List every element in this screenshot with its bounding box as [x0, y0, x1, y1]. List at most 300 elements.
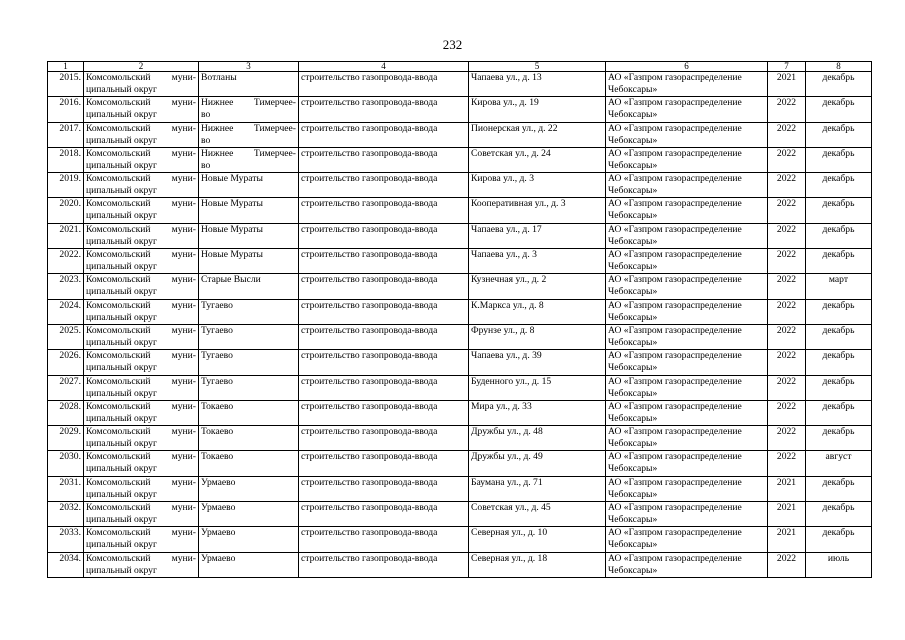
district-cell: [84, 223, 199, 248]
work-type: строительство газопровода-ввода: [301, 502, 438, 514]
settlement-cell: [199, 198, 299, 223]
address: Баумана ул., д. 71: [471, 476, 543, 488]
row-number: 2030.: [59, 451, 81, 463]
address: Дружбы ул., д. 49: [471, 451, 543, 463]
organization-line: АО «Газпром газораспределение: [608, 476, 742, 488]
address-cell: [469, 249, 606, 274]
district-line: Комсомольский муни-: [86, 552, 196, 564]
organization-line: Чебоксары»: [608, 463, 658, 475]
organization-cell: [606, 223, 768, 248]
settlement-line: во: [201, 159, 211, 171]
district-line: Комсомольский муни-: [86, 451, 196, 463]
work-type-cell: [299, 400, 469, 425]
organization-line: АО «Газпром газораспределение: [608, 552, 742, 564]
organization-line: Чебоксары»: [608, 261, 658, 273]
settlement-line: Тугаево: [201, 375, 233, 387]
district-line: Комсомольский муни-: [86, 223, 196, 235]
year: 2021: [776, 502, 797, 514]
organization-cell: [606, 426, 768, 451]
month-cell: [806, 324, 872, 349]
work-type-cell: [299, 527, 469, 552]
row-number-cell: [48, 476, 84, 501]
address-cell: [469, 375, 606, 400]
work-type-cell: [299, 299, 469, 324]
organization-line: АО «Газпром газораспределение: [608, 97, 742, 109]
organization-line: Чебоксары»: [608, 412, 658, 424]
settlement-line: Тугаево: [201, 324, 233, 336]
year-cell: [768, 375, 806, 400]
month-cell: [806, 72, 872, 97]
organization-line: Чебоксары»: [608, 539, 658, 551]
district-cell: [84, 198, 199, 223]
year: 2022: [776, 426, 797, 438]
work-type: строительство газопровода-ввода: [301, 274, 438, 286]
row-number: 2029.: [59, 426, 81, 438]
district-line: Комсомольский муни-: [86, 173, 196, 185]
work-type-cell: [299, 552, 469, 577]
address: Кирова ул., д. 3: [471, 173, 535, 185]
settlement-cell: [199, 426, 299, 451]
table-row: [48, 198, 872, 223]
district-cell: [84, 476, 199, 501]
row-number-cell: [48, 324, 84, 349]
settlement-line: Токаево: [201, 451, 234, 463]
row-number-cell: [48, 198, 84, 223]
column-header: 5: [469, 62, 606, 72]
month: декабрь: [822, 147, 855, 159]
organization-cell: [606, 97, 768, 122]
year: 2022: [776, 198, 797, 210]
district-line: ципальный округ: [86, 362, 157, 374]
district-cell: [84, 552, 199, 577]
month: декабрь: [822, 476, 855, 488]
work-type: строительство газопровода-ввода: [301, 350, 438, 362]
address-cell: [469, 324, 606, 349]
address-cell: [469, 147, 606, 172]
work-type-cell: [299, 122, 469, 147]
month-cell: [806, 375, 872, 400]
district-line: ципальный округ: [86, 210, 157, 222]
month-cell: [806, 451, 872, 476]
work-type-cell: [299, 97, 469, 122]
month-cell: [806, 527, 872, 552]
organization-line: Чебоксары»: [608, 210, 658, 222]
work-type: строительство газопровода-ввода: [301, 173, 438, 185]
row-number-cell: [48, 527, 84, 552]
address-cell: [469, 274, 606, 299]
year: 2022: [776, 249, 797, 261]
settlement-line: Токаево: [201, 426, 234, 438]
row-number-cell: [48, 552, 84, 577]
organization-line: Чебоксары»: [608, 235, 658, 247]
district-line: ципальный округ: [86, 438, 157, 450]
address: Советская ул., д. 45: [471, 502, 551, 514]
row-number-cell: [48, 97, 84, 122]
work-type: строительство газопровода-ввода: [301, 223, 438, 235]
district-line: Комсомольский муни-: [86, 476, 196, 488]
address: Мира ул., д. 33: [471, 400, 532, 412]
row-number-cell: [48, 173, 84, 198]
address-cell: [469, 426, 606, 451]
organization-line: АО «Газпром газораспределение: [608, 249, 742, 261]
year: 2022: [776, 324, 797, 336]
district-cell: [84, 375, 199, 400]
district-line: Комсомольский муни-: [86, 400, 196, 412]
year: 2021: [776, 72, 797, 83]
column-header: 2: [84, 62, 199, 72]
year-cell: [768, 72, 806, 97]
address-cell: [469, 299, 606, 324]
row-number-cell: [48, 274, 84, 299]
settlement-line: Токаево: [201, 400, 234, 412]
district-line: Комсомольский муни-: [86, 502, 196, 514]
month-cell: [806, 223, 872, 248]
district-line: Комсомольский муни-: [86, 426, 196, 438]
month: декабрь: [822, 400, 855, 412]
row-number: 2018.: [59, 147, 81, 159]
settlement-line: Урмаево: [201, 552, 236, 564]
row-number-cell: [48, 249, 84, 274]
settlement-cell: [199, 97, 299, 122]
organization-line: Чебоксары»: [608, 488, 658, 500]
organization-line: АО «Газпром газораспределение: [608, 350, 742, 362]
settlement-line: Нижнее Тимерчее-: [201, 97, 296, 109]
address: Советская ул., д. 24: [471, 147, 551, 159]
organization-cell: [606, 299, 768, 324]
district-line: Комсомольский муни-: [86, 198, 196, 210]
work-type-cell: [299, 426, 469, 451]
month: декабрь: [822, 198, 855, 210]
month-cell: [806, 97, 872, 122]
organization-cell: [606, 552, 768, 577]
table-row: [48, 502, 872, 527]
district-cell: [84, 122, 199, 147]
work-type-cell: [299, 324, 469, 349]
work-type-cell: [299, 375, 469, 400]
organization-cell: [606, 122, 768, 147]
district-line: Комсомольский муни-: [86, 249, 196, 261]
year-cell: [768, 350, 806, 375]
address: Дружбы ул., д. 48: [471, 426, 543, 438]
settlement-cell: [199, 350, 299, 375]
district-line: ципальный округ: [86, 134, 157, 146]
month: декабрь: [822, 426, 855, 438]
organization-line: АО «Газпром газораспределение: [608, 223, 742, 235]
organization-line: Чебоксары»: [608, 564, 658, 576]
address: Фрунзе ул., д. 8: [471, 324, 535, 336]
district-line: Комсомольский муни-: [86, 299, 196, 311]
district-line: Комсомольский муни-: [86, 97, 196, 109]
register-table: [47, 61, 872, 578]
settlement-cell: [199, 476, 299, 501]
settlement-line: во: [201, 134, 211, 146]
work-type: строительство газопровода-ввода: [301, 426, 438, 438]
year-cell: [768, 527, 806, 552]
row-number-cell: [48, 350, 84, 375]
organization-line: Чебоксары»: [608, 336, 658, 348]
organization-line: Чебоксары»: [608, 109, 658, 121]
month-cell: [806, 274, 872, 299]
district-cell: [84, 147, 199, 172]
year-cell: [768, 552, 806, 577]
address: Чапаева ул., д. 3: [471, 249, 537, 261]
row-number: 2034.: [59, 552, 81, 564]
year-cell: [768, 426, 806, 451]
work-type-cell: [299, 72, 469, 97]
address-cell: [469, 198, 606, 223]
district-cell: [84, 350, 199, 375]
table-row: [48, 97, 872, 122]
district-cell: [84, 274, 199, 299]
table-row: [48, 249, 872, 274]
row-number-cell: [48, 147, 84, 172]
column-header: 3: [199, 62, 299, 72]
column-header: 1: [48, 62, 84, 72]
organization-cell: [606, 147, 768, 172]
organization-line: Чебоксары»: [608, 387, 658, 399]
settlement-line: Нижнее Тимерчее-: [201, 147, 296, 159]
district-cell: [84, 97, 199, 122]
year: 2021: [776, 476, 797, 488]
year: 2022: [776, 274, 797, 286]
row-number-cell: [48, 299, 84, 324]
work-type: строительство газопровода-ввода: [301, 375, 438, 387]
settlement-cell: [199, 400, 299, 425]
district-cell: [84, 72, 199, 97]
page-number: 232: [442, 37, 463, 52]
month: декабрь: [822, 173, 855, 185]
address: Кирова ул., д. 19: [471, 97, 539, 109]
organization-line: АО «Газпром газораспределение: [608, 502, 742, 514]
organization-cell: [606, 198, 768, 223]
organization-line: Чебоксары»: [608, 514, 658, 526]
district-line: Комсомольский муни-: [86, 72, 196, 83]
month-cell: [806, 476, 872, 501]
year-cell: [768, 451, 806, 476]
row-number: 2028.: [59, 400, 81, 412]
year-cell: [768, 97, 806, 122]
district-cell: [84, 324, 199, 349]
row-number-cell: [48, 72, 84, 97]
address: К.Маркса ул., д. 8: [471, 299, 544, 311]
address-cell: [469, 451, 606, 476]
organization-cell: [606, 527, 768, 552]
address: Северная ул., д. 18: [471, 552, 548, 564]
table-row: [48, 476, 872, 501]
month: декабрь: [822, 350, 855, 362]
work-type-cell: [299, 249, 469, 274]
district-line: ципальный округ: [86, 109, 157, 121]
month: декабрь: [822, 375, 855, 387]
district-cell: [84, 527, 199, 552]
row-number: 2017.: [59, 122, 81, 134]
address: Чапаева ул., д. 13: [471, 72, 542, 83]
district-line: Комсомольский муни-: [86, 527, 196, 539]
district-line: ципальный округ: [86, 514, 157, 526]
organization-line: Чебоксары»: [608, 84, 658, 95]
year: 2022: [776, 97, 797, 109]
district-cell: [84, 173, 199, 198]
year: 2022: [776, 451, 797, 463]
column-header: 6: [606, 62, 768, 72]
settlement-cell: [199, 527, 299, 552]
table-row: [48, 527, 872, 552]
row-number: 2033.: [59, 527, 81, 539]
work-type: строительство газопровода-ввода: [301, 147, 438, 159]
work-type-cell: [299, 147, 469, 172]
district-cell: [84, 400, 199, 425]
year: 2022: [776, 299, 797, 311]
organization-cell: [606, 249, 768, 274]
table-row: [48, 324, 872, 349]
settlement-line: во: [201, 109, 211, 121]
year-cell: [768, 223, 806, 248]
row-number-cell: [48, 502, 84, 527]
table-row: [48, 223, 872, 248]
year-cell: [768, 249, 806, 274]
year: 2021: [776, 527, 797, 539]
settlement-cell: [199, 552, 299, 577]
month-cell: [806, 173, 872, 198]
row-number-cell: [48, 122, 84, 147]
address: Чапаева ул., д. 17: [471, 223, 542, 235]
table-row: [48, 274, 872, 299]
address: Буденного ул., д. 15: [471, 375, 552, 387]
district-line: ципальный округ: [86, 387, 157, 399]
district-line: Комсомольский муни-: [86, 274, 196, 286]
organization-line: Чебоксары»: [608, 362, 658, 374]
address: Кузнечная ул., д. 2: [471, 274, 547, 286]
organization-cell: [606, 476, 768, 501]
organization-line: АО «Газпром газораспределение: [608, 198, 742, 210]
district-line: ципальный округ: [86, 564, 157, 576]
district-line: ципальный округ: [86, 84, 157, 95]
row-number-cell: [48, 451, 84, 476]
settlement-cell: [199, 274, 299, 299]
table-row: [48, 451, 872, 476]
work-type: строительство газопровода-ввода: [301, 72, 438, 83]
settlement-cell: [199, 122, 299, 147]
table-row: [48, 147, 872, 172]
month: декабрь: [822, 502, 855, 514]
year-cell: [768, 400, 806, 425]
address-cell: [469, 350, 606, 375]
work-type: строительство газопровода-ввода: [301, 122, 438, 134]
work-type-cell: [299, 173, 469, 198]
month-cell: [806, 502, 872, 527]
row-number: 2022.: [59, 249, 81, 261]
settlement-line: Урмаево: [201, 476, 236, 488]
organization-line: АО «Газпром газораспределение: [608, 147, 742, 159]
settlement-line: Нижнее Тимерчее-: [201, 122, 296, 134]
district-line: Комсомольский муни-: [86, 122, 196, 134]
settlement-cell: [199, 72, 299, 97]
settlement-cell: [199, 249, 299, 274]
organization-line: Чебоксары»: [608, 286, 658, 298]
year-cell: [768, 324, 806, 349]
work-type: строительство газопровода-ввода: [301, 451, 438, 463]
district-line: ципальный округ: [86, 336, 157, 348]
organization-line: АО «Газпром газораспределение: [608, 299, 742, 311]
column-header: 7: [768, 62, 806, 72]
organization-cell: [606, 274, 768, 299]
year: 2022: [776, 173, 797, 185]
organization-cell: [606, 451, 768, 476]
row-number: 2019.: [59, 173, 81, 185]
district-cell: [84, 426, 199, 451]
organization-line: Чебоксары»: [608, 311, 658, 323]
address-cell: [469, 122, 606, 147]
month-cell: [806, 249, 872, 274]
organization-line: АО «Газпром газораспределение: [608, 274, 742, 286]
settlement-cell: [199, 147, 299, 172]
row-number-cell: [48, 375, 84, 400]
work-type: строительство газопровода-ввода: [301, 299, 438, 311]
district-line: Комсомольский муни-: [86, 324, 196, 336]
organization-line: Чебоксары»: [608, 159, 658, 171]
row-number: 2024.: [59, 299, 81, 311]
work-type: строительство газопровода-ввода: [301, 198, 438, 210]
work-type-cell: [299, 198, 469, 223]
district-line: ципальный округ: [86, 539, 157, 551]
address-cell: [469, 97, 606, 122]
row-number: 2015.: [59, 72, 81, 83]
organization-cell: [606, 350, 768, 375]
year: 2022: [776, 400, 797, 412]
table-row: [48, 72, 872, 97]
row-number: 2023.: [59, 274, 81, 286]
organization-cell: [606, 375, 768, 400]
organization-line: АО «Газпром газораспределение: [608, 527, 742, 539]
address-cell: [469, 72, 606, 97]
work-type: строительство газопровода-ввода: [301, 400, 438, 412]
organization-cell: [606, 400, 768, 425]
month: декабрь: [822, 324, 855, 336]
organization-line: АО «Газпром газораспределение: [608, 375, 742, 387]
organization-cell: [606, 72, 768, 97]
month: декабрь: [822, 122, 855, 134]
settlement-cell: [199, 299, 299, 324]
month: декабрь: [822, 97, 855, 109]
month-cell: [806, 147, 872, 172]
work-type: строительство газопровода-ввода: [301, 476, 438, 488]
district-line: Комсомольский муни-: [86, 375, 196, 387]
district-line: ципальный округ: [86, 261, 157, 273]
year: 2022: [776, 223, 797, 235]
settlement-line: Тугаево: [201, 299, 233, 311]
year-cell: [768, 476, 806, 501]
district-line: ципальный округ: [86, 185, 157, 197]
row-number-cell: [48, 223, 84, 248]
month: декабрь: [822, 299, 855, 311]
work-type-cell: [299, 223, 469, 248]
month-cell: [806, 350, 872, 375]
work-type: строительство газопровода-ввода: [301, 527, 438, 539]
organization-cell: [606, 502, 768, 527]
address-cell: [469, 527, 606, 552]
settlement-cell: [199, 223, 299, 248]
settlement-cell: [199, 173, 299, 198]
column-header: 4: [299, 62, 469, 72]
organization-line: АО «Газпром газораспределение: [608, 426, 742, 438]
work-type-cell: [299, 451, 469, 476]
settlement-line: Урмаево: [201, 527, 236, 539]
row-number: 2025.: [59, 324, 81, 336]
settlement-line: Старые Высли: [201, 274, 261, 286]
organization-line: Чебоксары»: [608, 134, 658, 146]
year-cell: [768, 122, 806, 147]
year-cell: [768, 274, 806, 299]
